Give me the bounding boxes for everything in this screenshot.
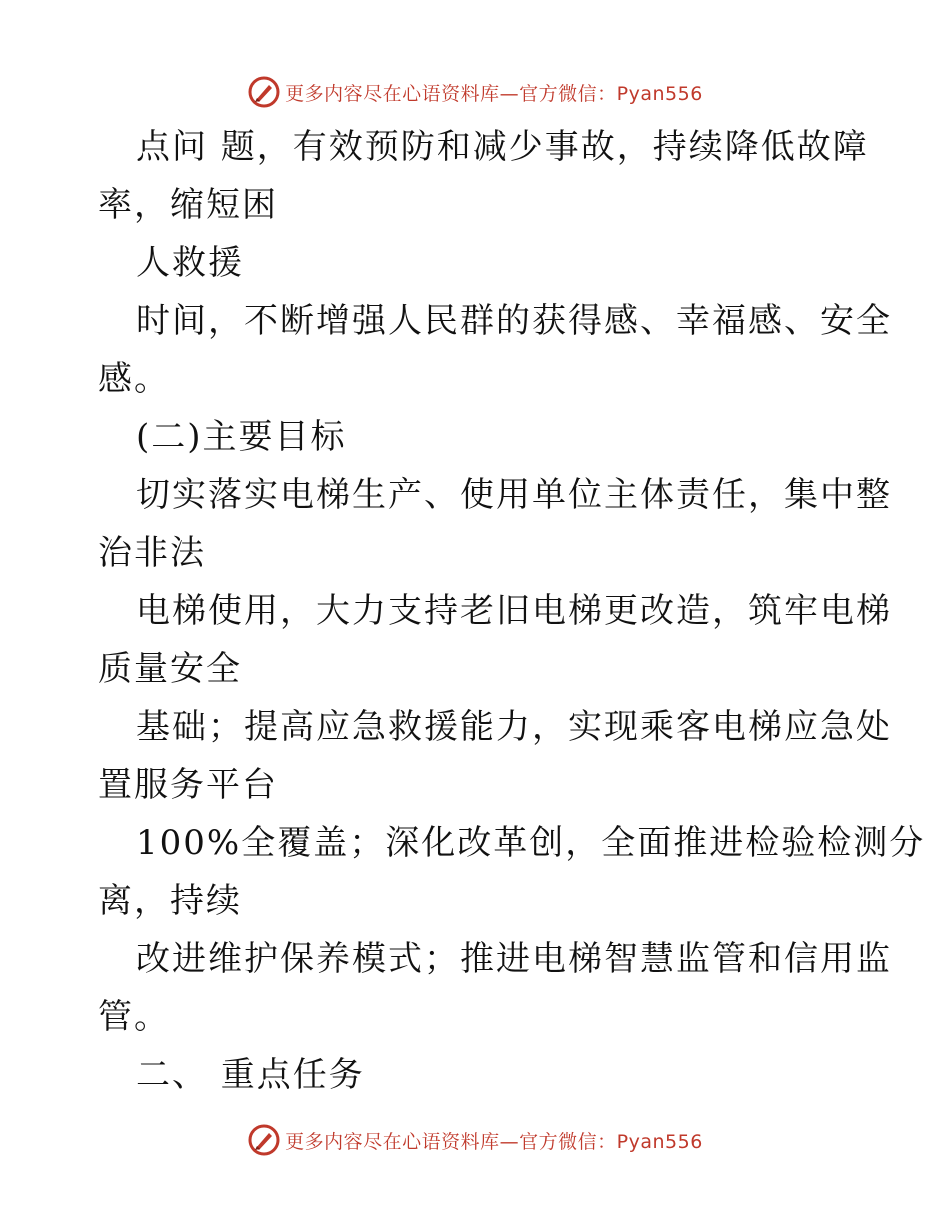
watermark-header xyxy=(0,72,950,112)
pen-logo-icon xyxy=(247,1123,281,1157)
paragraph-line: 离，持续 xyxy=(98,881,242,921)
paragraph-line: 感。 xyxy=(98,359,170,399)
paragraph-line: 率，缩短困 xyxy=(98,185,278,225)
paragraph-line: 切实落实电梯生产、使用单位主体责任，集中整 xyxy=(136,475,892,515)
paragraph-line: 点问 题，有效预防和减少事故，持续降低故障 xyxy=(136,127,869,167)
paragraph-line: 100%全覆盖；深化改革创，全面推进检验检测分 xyxy=(136,823,926,863)
paragraph-line: 质量安全 xyxy=(98,649,242,689)
watermark-footer xyxy=(0,1120,950,1160)
paragraph-line: 改进维护保养模式；推进电梯智慧监管和信用监 xyxy=(136,939,892,979)
section-heading: 二、 重点任务 xyxy=(136,1055,365,1095)
watermark-text: 更多内容尽在心语资料库—官方微信：Pyan556 xyxy=(285,82,703,105)
paragraph-line: 治非法 xyxy=(98,533,206,573)
paragraph-line: 基础；提高应急救援能力，实现乘客电梯应急处 xyxy=(136,707,892,747)
watermark-text: 更多内容尽在心语资料库—官方微信：Pyan556 xyxy=(285,1130,703,1153)
paragraph-line: 置服务平台 xyxy=(98,765,278,805)
section-heading: (二)主要目标 xyxy=(136,417,347,457)
pen-logo-icon xyxy=(247,75,281,109)
paragraph-line: 人救援 xyxy=(136,243,244,283)
paragraph-line: 电梯使用，大力支持老旧电梯更改造，筑牢电梯 xyxy=(136,591,892,631)
document-body xyxy=(98,118,926,1104)
paragraph-line: 时间，不断增强人民群的获得感、幸福感、安全 xyxy=(136,301,892,341)
paragraph-line: 管。 xyxy=(98,997,170,1037)
